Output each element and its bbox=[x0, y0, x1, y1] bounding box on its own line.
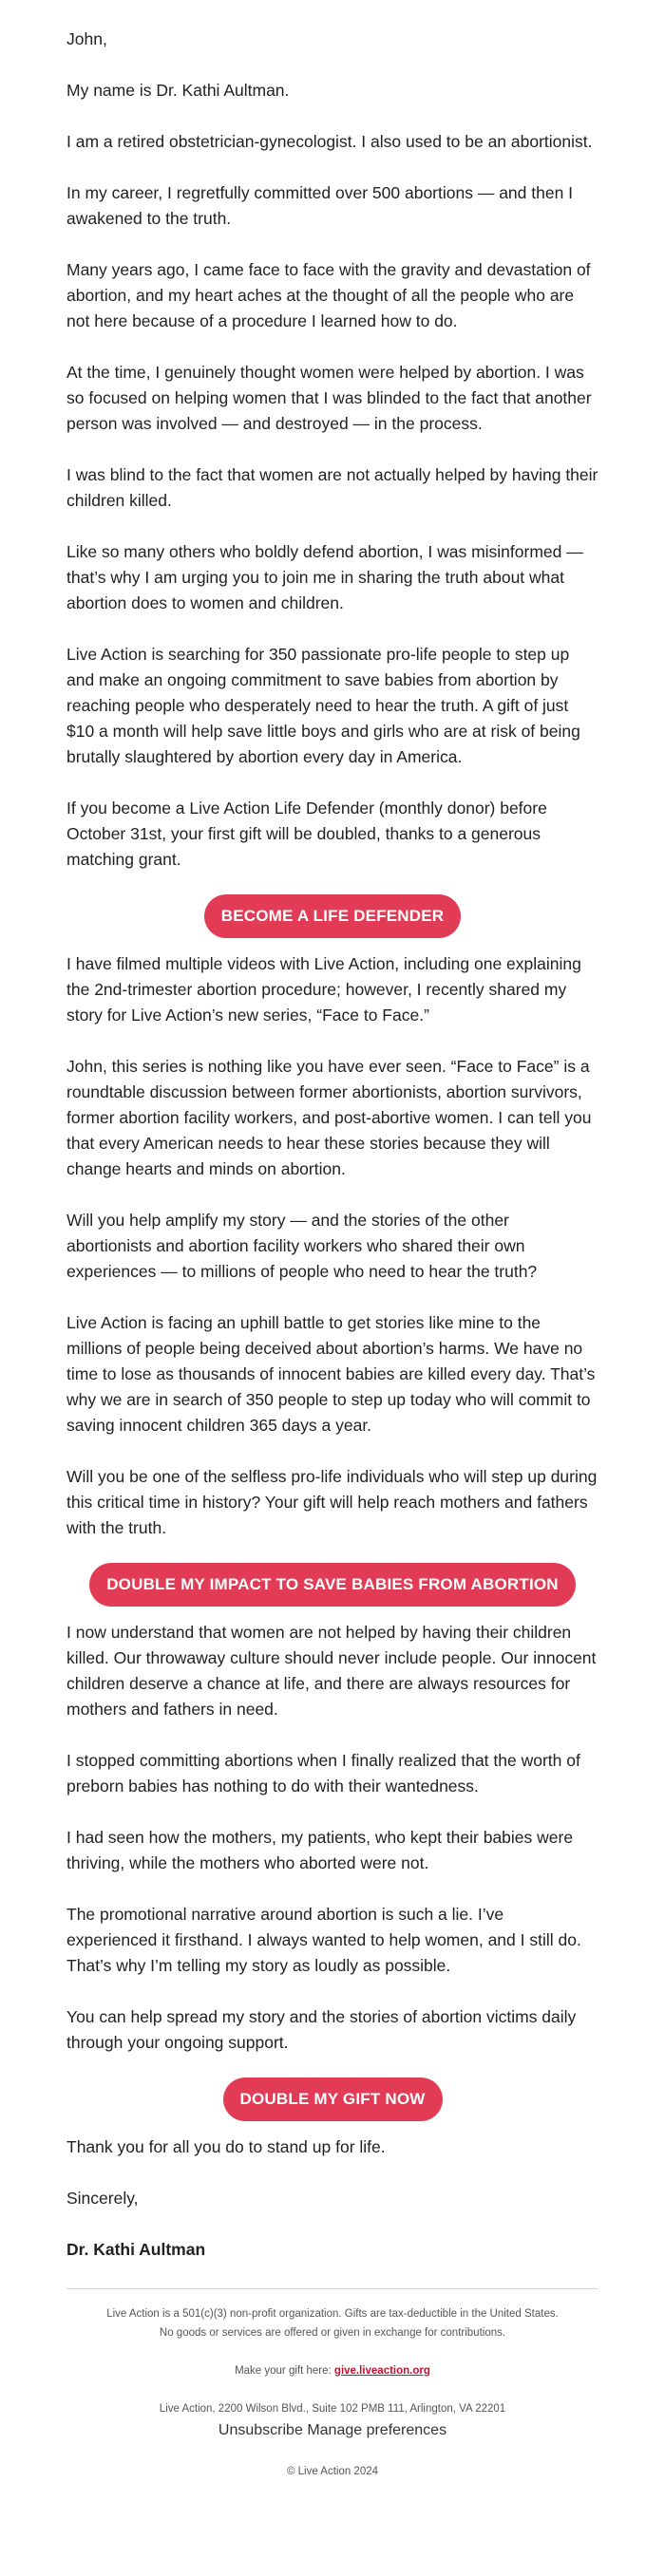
double-my-gift-button[interactable]: DOUBLE MY GIFT NOW bbox=[223, 2078, 443, 2121]
footer-disclaimer: No goods or services are offered or given in exchange for contributions. bbox=[159, 2327, 506, 2339]
signature: Dr. Kathi Aultman bbox=[66, 2240, 206, 2259]
gift-link[interactable]: give.liveaction.org bbox=[333, 2365, 430, 2377]
unsubscribe-link[interactable]: Unsubscribe bbox=[218, 2422, 303, 2438]
body-paragraph: In my career, I regretfully committed over 500 abortions — and then I awakened to the truth. bbox=[66, 183, 574, 228]
footer-disclaimer: Live Action is a 501(c)(3) non-profit organization. Gifts are tax-deductible in the United States. bbox=[106, 2308, 559, 2320]
closing-signoff: Sincerely, bbox=[66, 2189, 139, 2208]
body-paragraph: The promotional narrative around abortion is such a lie. I’ve experienced it firsthand. I always wanted to help women, and I still do. That’s why I’m telling my story as loudly as possible. bbox=[66, 1905, 581, 1975]
body-paragraph: Like so many others who boldly defend abortion, I was misinformed — that’s why I am urging you to join me in sharing the truth about what abortion does to women and children. bbox=[66, 542, 583, 612]
closing-thanks: Thank you for all you do to stand up for life. bbox=[66, 2137, 386, 2156]
body-paragraph: I have filmed multiple videos with Live Action, including one explaining the 2nd-trimester abortion procedure; however, I recently shared my story for Live Action’s new series, “Face to Face.” bbox=[66, 954, 581, 1025]
body-paragraph: At the time, I genuinely thought women were helped by abortion. I was so focused on helping women that I was blinded to the fact that another person was involved — and destroyed — in the process. bbox=[66, 363, 592, 433]
body-paragraph: John, this series is nothing like you have ever seen. “Face to Face” is a roundtable discussion between former abortionists, abortion survivors, former abortion facility workers, and post-abortive women. I can tell you that every American needs to hear these stories because they will change hearts and minds on abortion. bbox=[66, 1057, 592, 1178]
footer-gift-line bbox=[66, 2361, 598, 2380]
body-paragraph: My name is Dr. Kathi Aultman. bbox=[66, 81, 290, 100]
body-paragraph: Live Action is facing an uphill battle to get stories like mine to the millions of people being deceived about abortion’s harms. We have no time to lose as thousands of innocent babies are killed every day. That’s why we are in search of 350 people to step up today who will commit to saving innocent children 365 days a year. bbox=[66, 1313, 596, 1435]
become-life-defender-button[interactable]: BECOME A LIFE DEFENDER bbox=[204, 894, 462, 938]
body-paragraph: I had seen how the mothers, my patients, who kept their babies were thriving, while the mothers who aborted were not. bbox=[66, 1828, 574, 1872]
body-paragraph: I now understand that women are not helped by having their children killed. Our throwaway culture should never include people. Our innocent children deserve a chance at life, and there are always resources for mothers and fathers in need. bbox=[66, 1623, 597, 1719]
gift-prefix: Make your gift here: bbox=[235, 2365, 332, 2377]
double-my-impact-button[interactable]: DOUBLE MY IMPACT TO SAVE BABIES FROM ABORTION bbox=[89, 1563, 576, 1607]
body-paragraph: You can help spread my story and the stories of abortion victims daily through your ongoing support. bbox=[66, 2007, 577, 2052]
body-paragraph: Many years ago, I came face to face with the gravity and devastation of abortion, and my heart aches at the thought of all the people who are not here because of a procedure I learned how to do. bbox=[66, 260, 591, 330]
greeting: John, bbox=[66, 29, 107, 48]
body-paragraph: I stopped committing abortions when I finally realized that the worth of preborn babies has nothing to do with their wantedness. bbox=[66, 1751, 580, 1796]
body-paragraph: If you become a Live Action Life Defender (monthly donor) before October 31st, your first gift will be doubled, thanks to a generous matching grant. bbox=[66, 799, 547, 869]
body-paragraph: I was blind to the fact that women are not actually helped by having their children killed. bbox=[66, 465, 598, 510]
body-paragraph: I am a retired obstetrician-gynecologist. I also used to be an abortionist. bbox=[66, 132, 593, 151]
cta-container bbox=[66, 894, 598, 938]
body-paragraph: Will you be one of the selfless pro-life individuals who will step up during this critical time in history? Your gift will help reach mothers and fathers with the truth. bbox=[66, 1467, 598, 1537]
footer-address: Live Action, 2200 Wilson Blvd., Suite 102 PMB 111, Arlington, VA 22201 bbox=[159, 2403, 506, 2415]
footer-links bbox=[66, 2418, 598, 2443]
footer bbox=[66, 2289, 598, 2481]
footer-copyright: © Live Action 2024 bbox=[286, 2466, 379, 2477]
body-paragraph: Live Action is searching for 350 passionate pro-life people to step up and make an ongoing commitment to save babies from abortion by reaching people who desperately need to hear the truth. A gift of just $10 a month will help save little boys and girls who are at risk of being brutally slaughtered by abortion every day in America. bbox=[66, 645, 580, 766]
cta-container bbox=[66, 2078, 598, 2121]
manage-preferences-link[interactable]: Manage preferences bbox=[307, 2422, 447, 2438]
cta-container bbox=[66, 1563, 598, 1607]
body-paragraph: Will you help amplify my story — and the stories of the other abortionists and abortion facility workers who shared their own experiences — to millions of people who need to hear the truth? bbox=[66, 1211, 538, 1281]
